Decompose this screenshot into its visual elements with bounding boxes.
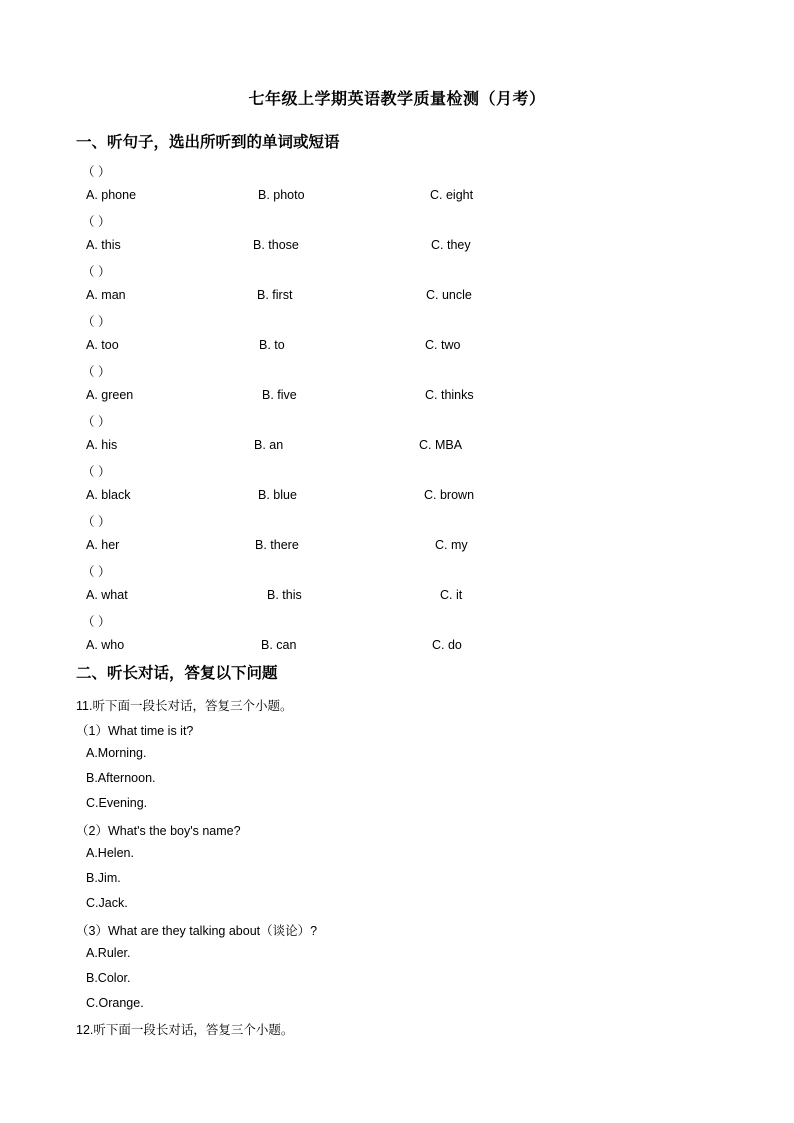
option-b: B. those	[253, 238, 299, 252]
option-b: B. this	[267, 588, 302, 602]
section-2-heading: 二、听长对话，答复以下问题	[76, 664, 278, 682]
answer-bracket: （ ）	[82, 515, 111, 529]
option-a: A. too	[86, 338, 119, 352]
option-b: B.Color.	[86, 971, 131, 985]
option-b: B. there	[255, 538, 299, 552]
option-c: C.Jack.	[86, 896, 128, 910]
section-1-heading: 一、听句子，选出所听到的单词或短语	[76, 133, 340, 151]
option-c: C.Evening.	[86, 796, 148, 810]
option-b: B. an	[254, 438, 284, 452]
option-c: C. eight	[430, 188, 474, 202]
question-12-intro: 12.听下面一段长对话，答复三个小题。	[76, 1023, 294, 1037]
question-11-3: （3）What are they talking about（谈论）?	[76, 924, 318, 938]
page-title: 七年级上学期英语教学质量检测（月考）	[248, 89, 546, 108]
answer-bracket: （ ）	[82, 415, 111, 429]
question-11-intro: 11.听下面一段长对话，答复三个小题。	[76, 699, 293, 713]
question-11-2: （2）What's the boy's name?	[76, 824, 241, 838]
answer-bracket: （ ）	[82, 215, 111, 229]
option-a: A.Morning.	[86, 746, 147, 760]
answer-bracket: （ ）	[82, 565, 111, 579]
option-b: B. first	[257, 288, 293, 302]
option-b: B. photo	[258, 188, 305, 202]
option-b: B. to	[259, 338, 285, 352]
option-c: C. they	[431, 238, 471, 252]
option-a: A. phone	[86, 188, 137, 202]
option-c: C. two	[425, 338, 461, 352]
option-a: A. his	[86, 438, 118, 452]
answer-bracket: （ ）	[82, 465, 111, 479]
option-b: B.Afternoon.	[86, 771, 156, 785]
option-a: A.Helen.	[86, 846, 134, 860]
option-c: C. it	[440, 588, 463, 602]
option-c: C. brown	[424, 488, 475, 502]
option-a: A.Ruler.	[86, 946, 131, 960]
question-11-1: （1）What time is it?	[76, 724, 194, 738]
option-a: A. black	[86, 488, 131, 502]
answer-bracket: （ ）	[82, 365, 111, 379]
answer-bracket: （ ）	[82, 615, 111, 629]
option-b: B.Jim.	[86, 871, 121, 885]
option-a: A. what	[86, 588, 128, 602]
option-b: B. can	[261, 638, 297, 652]
answer-bracket: （ ）	[82, 165, 111, 179]
option-a: A. green	[86, 388, 134, 402]
answer-bracket: （ ）	[82, 315, 111, 329]
option-c: C. my	[435, 538, 468, 552]
option-a: A. who	[86, 638, 125, 652]
option-b: B. five	[262, 388, 297, 402]
option-a: A. this	[86, 238, 121, 252]
option-c: C. MBA	[419, 438, 463, 452]
option-c: C.Orange.	[86, 996, 144, 1010]
answer-bracket: （ ）	[82, 265, 111, 279]
option-c: C. thinks	[425, 388, 474, 402]
option-c: C. uncle	[426, 288, 472, 302]
option-a: A. man	[86, 288, 126, 302]
option-a: A. her	[86, 538, 120, 552]
option-c: C. do	[432, 638, 462, 652]
option-b: B. blue	[258, 488, 297, 502]
